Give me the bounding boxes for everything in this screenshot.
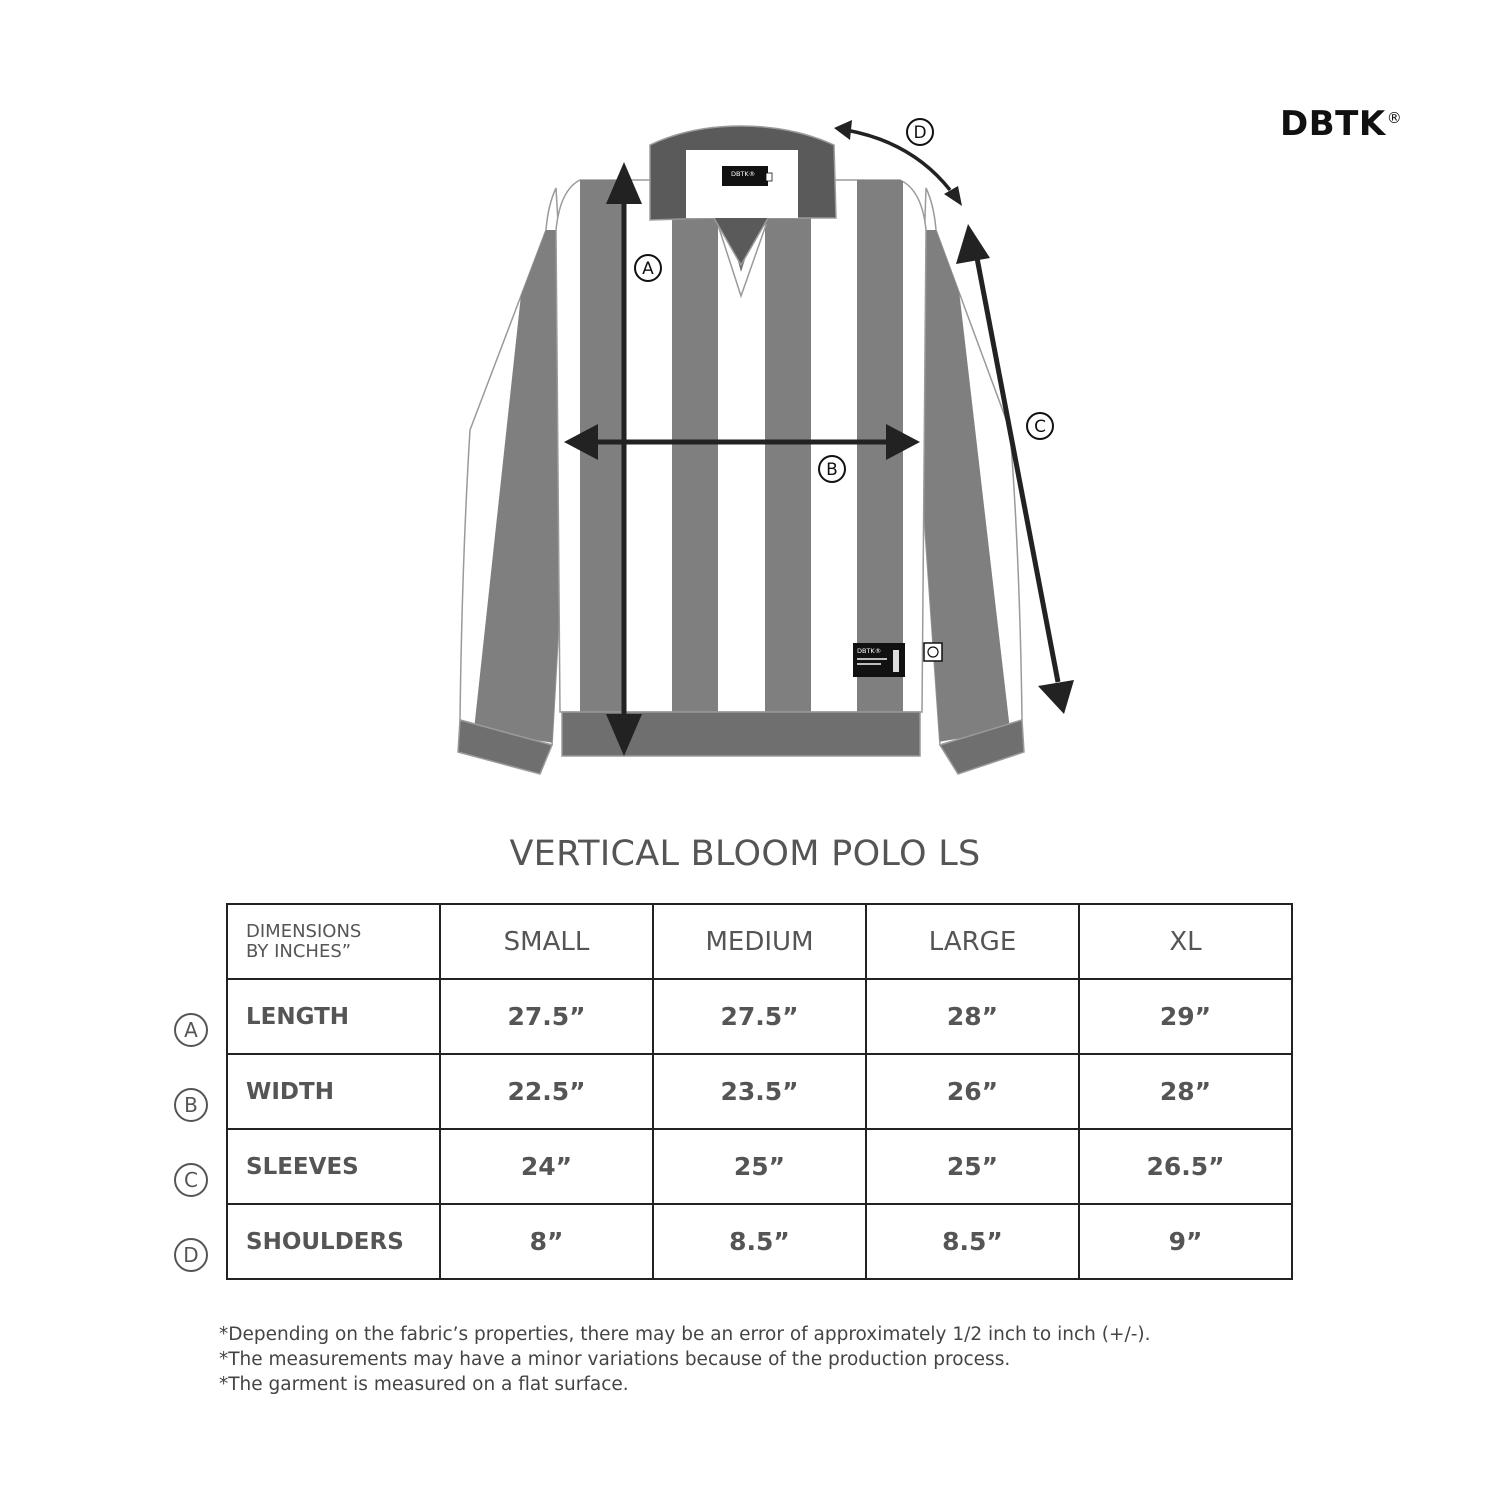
left-sleeve bbox=[458, 188, 572, 774]
cell-width-small: 22.5” bbox=[440, 1054, 653, 1129]
footnote-tolerance: *Depending on the fabric’s properties, there may be an error of approximately 1/2 inch to inch (+/-). bbox=[219, 1324, 1151, 1345]
label-a bbox=[635, 255, 661, 281]
cell-length-xl: 29” bbox=[1079, 979, 1292, 1054]
label-b bbox=[819, 456, 845, 482]
cell-sleeves-small: 24” bbox=[440, 1129, 653, 1204]
row-label-sleeves: SLEEVES bbox=[227, 1129, 440, 1204]
brand-name: DBTK bbox=[1280, 104, 1386, 144]
footnotes bbox=[219, 1322, 1150, 1397]
cell-width-xl: 28” bbox=[1079, 1054, 1292, 1129]
right-sleeve bbox=[914, 188, 1024, 774]
svg-text:C: C bbox=[1034, 417, 1046, 437]
cell-length-medium: 27.5” bbox=[653, 979, 866, 1054]
cell-width-medium: 23.5” bbox=[653, 1054, 866, 1129]
size-header-xl: XL bbox=[1079, 904, 1292, 979]
row-label-width: WIDTH bbox=[227, 1054, 440, 1129]
row-letter-a: A bbox=[174, 1013, 208, 1047]
svg-text:B: B bbox=[826, 460, 838, 480]
dimensions-header-line1: DIMENSIONS bbox=[246, 920, 362, 942]
label-d bbox=[907, 119, 933, 145]
table-row-sleeves bbox=[227, 1129, 1292, 1204]
table-row-shoulders bbox=[227, 1204, 1292, 1279]
dimensions-header-line2: BY INCHES” bbox=[246, 940, 352, 962]
cell-shoulders-large: 8.5” bbox=[866, 1204, 1079, 1279]
table-row-length bbox=[227, 979, 1292, 1054]
table-row-width bbox=[227, 1054, 1292, 1129]
svg-text:A: A bbox=[642, 259, 654, 279]
size-header-large: LARGE bbox=[866, 904, 1079, 979]
product-title: VERTICAL BLOOM POLO LS bbox=[509, 834, 981, 874]
size-table bbox=[226, 903, 1293, 1280]
row-label-length: LENGTH bbox=[227, 979, 440, 1054]
cell-sleeves-large: 25” bbox=[866, 1129, 1079, 1204]
dimensions-header bbox=[227, 904, 440, 979]
table-header-row bbox=[227, 904, 1292, 979]
cell-shoulders-xl: 9” bbox=[1079, 1204, 1292, 1279]
row-letter-b: B bbox=[174, 1088, 208, 1122]
cell-length-small: 27.5” bbox=[440, 979, 653, 1054]
hem-label bbox=[853, 643, 942, 677]
svg-text:D: D bbox=[913, 123, 927, 143]
size-header-small: SMALL bbox=[440, 904, 653, 979]
cell-shoulders-small: 8” bbox=[440, 1204, 653, 1279]
collar-tag-text: DBTK® bbox=[731, 170, 756, 178]
row-letter-c: C bbox=[174, 1163, 208, 1197]
footnote-flat-surface: *The garment is measured on a flat surface. bbox=[219, 1374, 629, 1395]
cell-sleeves-medium: 25” bbox=[653, 1129, 866, 1204]
cell-shoulders-medium: 8.5” bbox=[653, 1204, 866, 1279]
cell-length-large: 28” bbox=[866, 979, 1079, 1054]
cell-sleeves-xl: 26.5” bbox=[1079, 1129, 1292, 1204]
row-label-shoulders: SHOULDERS bbox=[227, 1204, 440, 1279]
cell-width-large: 26” bbox=[866, 1054, 1079, 1129]
row-letter-d: D bbox=[174, 1238, 208, 1272]
footnote-production: *The measurements may have a minor variations because of the production process. bbox=[219, 1349, 1011, 1370]
size-header-medium: MEDIUM bbox=[653, 904, 866, 979]
hem-tag-text: DBTK® bbox=[857, 647, 882, 655]
label-c bbox=[1027, 413, 1053, 439]
registered-mark: ® bbox=[1386, 108, 1403, 127]
